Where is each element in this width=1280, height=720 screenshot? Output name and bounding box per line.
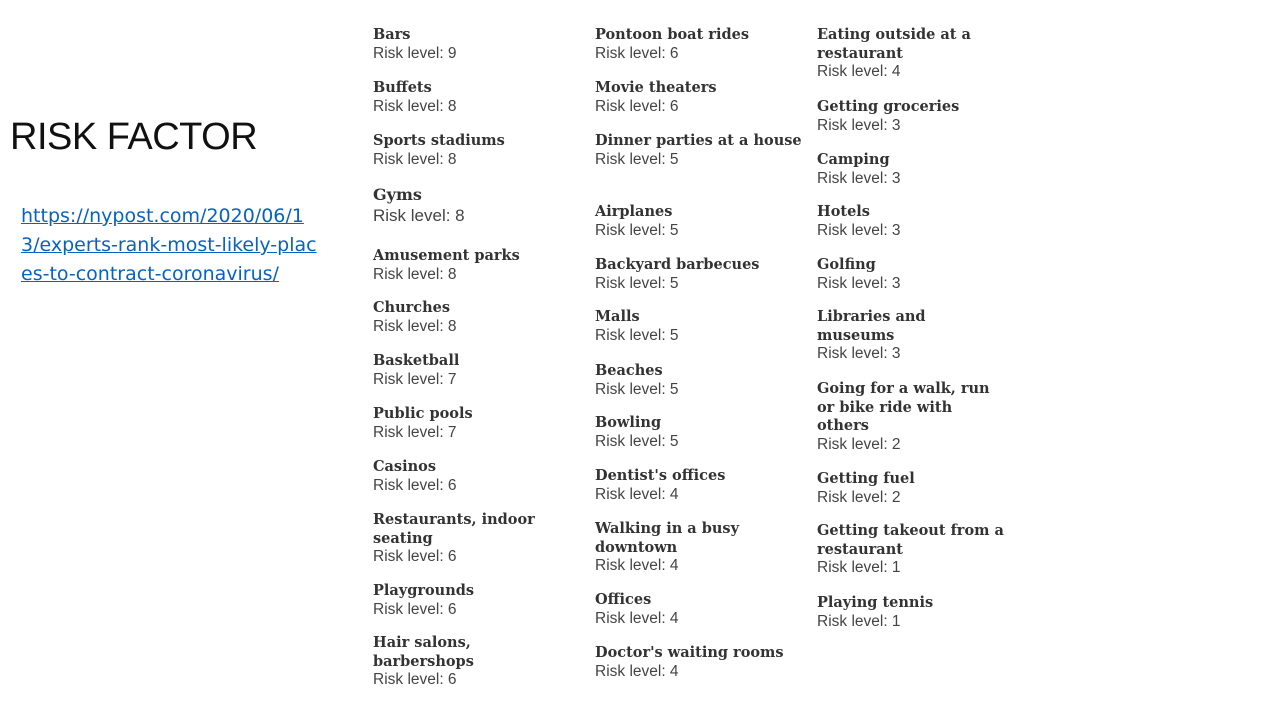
item-name: Sports stadiums xyxy=(373,132,505,149)
risk-item xyxy=(817,151,1007,188)
item-name: Backyard barbecues xyxy=(595,256,760,273)
item-name: Dinner parties at a house xyxy=(595,132,802,149)
item-risk-level: Risk level: 5 xyxy=(595,380,679,398)
risk-item xyxy=(595,520,805,576)
item-risk-level: Risk level: 4 xyxy=(595,485,679,503)
item-name: Getting fuel xyxy=(817,470,915,487)
item-name: Camping xyxy=(817,151,890,168)
item-risk-level: Risk level: 4 xyxy=(595,557,679,574)
item-name: Buffets xyxy=(373,79,432,96)
item-risk-level: Risk level: 1 xyxy=(817,559,901,576)
risk-item xyxy=(373,405,573,442)
item-name: Doctor's waiting rooms xyxy=(595,644,784,661)
item-risk-level: Risk level: 4 xyxy=(595,609,679,627)
item-risk-level: Risk level: 3 xyxy=(817,274,901,292)
item-risk-level: Risk level: 8 xyxy=(373,265,457,283)
item-name: Casinos xyxy=(373,458,436,475)
risk-item xyxy=(373,352,573,389)
item-risk-level: Risk level: 1 xyxy=(817,612,901,630)
item-name: Airplanes xyxy=(595,203,673,220)
item-name: Walking in a busy downtown xyxy=(595,520,740,556)
risk-item xyxy=(373,26,573,63)
item-risk-level: Risk level: 5 xyxy=(595,150,679,168)
risk-item xyxy=(373,582,573,619)
item-risk-level: Risk level: 3 xyxy=(817,221,901,239)
item-name: Dentist's offices xyxy=(595,467,726,484)
item-risk-level: Risk level: 2 xyxy=(817,488,901,506)
risk-item xyxy=(595,308,805,345)
risk-item xyxy=(595,414,805,451)
slide-title: RISK FACTOR xyxy=(10,116,258,158)
item-name: Going for a walk, run or bike ride with others xyxy=(817,380,990,434)
item-name: Bars xyxy=(373,26,411,43)
risk-item xyxy=(595,132,805,169)
item-risk-level: Risk level: 6 xyxy=(373,600,457,618)
risk-item xyxy=(595,362,805,399)
item-risk-level: Risk level: 5 xyxy=(595,432,679,450)
item-risk-level: Risk level: 4 xyxy=(817,63,901,80)
risk-item xyxy=(595,644,805,681)
item-name: Bowling xyxy=(595,414,662,431)
risk-item xyxy=(373,79,573,116)
risk-item xyxy=(373,634,573,690)
item-risk-level: Risk level: 8 xyxy=(373,97,457,115)
item-name: Churches xyxy=(373,299,451,316)
item-name: Beaches xyxy=(595,362,663,379)
item-name: Restaurants, indoor seating xyxy=(373,511,535,547)
item-risk-level: Risk level: 8 xyxy=(373,150,457,168)
risk-item xyxy=(817,380,1007,454)
risk-item xyxy=(817,594,1007,631)
risk-item xyxy=(817,203,1007,240)
item-name: Amusement parks xyxy=(373,247,520,264)
risk-item xyxy=(595,26,805,63)
risk-item xyxy=(595,467,805,504)
risk-item xyxy=(595,203,805,240)
item-risk-level: Risk level: 3 xyxy=(817,169,901,187)
source-link[interactable]: https://nypost.com/2020/06/13/experts-rank-most-likely-places-to-contract-coronavirus/ xyxy=(21,205,317,285)
item-risk-level: Risk level: 6 xyxy=(373,548,457,565)
item-name: Hotels xyxy=(817,203,870,220)
risk-item xyxy=(595,79,805,116)
risk-item xyxy=(373,132,573,169)
item-risk-level: Risk level: 3 xyxy=(817,345,901,362)
item-name: Getting takeout from a restaurant xyxy=(817,522,1004,558)
item-name: Malls xyxy=(595,308,640,325)
item-risk-level: Risk level: 9 xyxy=(373,44,457,62)
risk-item xyxy=(817,308,1007,364)
item-risk-level: Risk level: 6 xyxy=(373,476,457,494)
risk-item xyxy=(595,591,805,628)
item-name: Golfing xyxy=(817,256,876,273)
risk-item xyxy=(373,458,573,495)
item-risk-level: Risk level: 4 xyxy=(595,662,679,680)
item-risk-level: Risk level: 5 xyxy=(595,326,679,344)
risk-item xyxy=(373,299,573,336)
item-name: Playgrounds xyxy=(373,582,475,599)
item-name: Hair salons, barbershops xyxy=(373,634,474,670)
risk-item xyxy=(595,256,805,293)
item-risk-level: Risk level: 6 xyxy=(595,97,679,115)
item-risk-level: Risk level: 6 xyxy=(595,44,679,62)
item-risk-level: Risk level: 8 xyxy=(373,317,457,335)
item-risk-level: Risk level: 3 xyxy=(817,116,901,134)
item-risk-level: Risk level: 2 xyxy=(817,435,901,453)
item-name: Movie theaters xyxy=(595,79,717,96)
item-risk-level: Risk level: 6 xyxy=(373,671,457,688)
item-name: Basketball xyxy=(373,352,460,369)
risk-item xyxy=(817,470,1007,507)
item-name: Getting groceries xyxy=(817,98,960,115)
item-name: Gyms xyxy=(373,185,422,204)
item-name: Pontoon boat rides xyxy=(595,26,749,43)
risk-item xyxy=(373,247,573,284)
risk-item xyxy=(373,511,573,567)
risk-item xyxy=(817,256,1007,293)
item-risk-level: Risk level: 5 xyxy=(595,221,679,239)
item-risk-level: Risk level: 7 xyxy=(373,370,457,388)
item-risk-level: Risk level: 5 xyxy=(595,274,679,292)
item-name: Libraries and museums xyxy=(817,308,926,344)
item-name: Public pools xyxy=(373,405,473,422)
item-name: Eating outside at a restaurant xyxy=(817,26,971,62)
risk-item xyxy=(817,522,1007,578)
risk-item xyxy=(373,185,573,226)
item-risk-level: Risk level: 7 xyxy=(373,423,457,441)
item-name: Offices xyxy=(595,591,652,608)
item-name: Playing tennis xyxy=(817,594,934,611)
item-risk-level: Risk level: 8 xyxy=(373,206,465,225)
risk-item xyxy=(817,26,1007,82)
risk-item xyxy=(817,98,1007,135)
